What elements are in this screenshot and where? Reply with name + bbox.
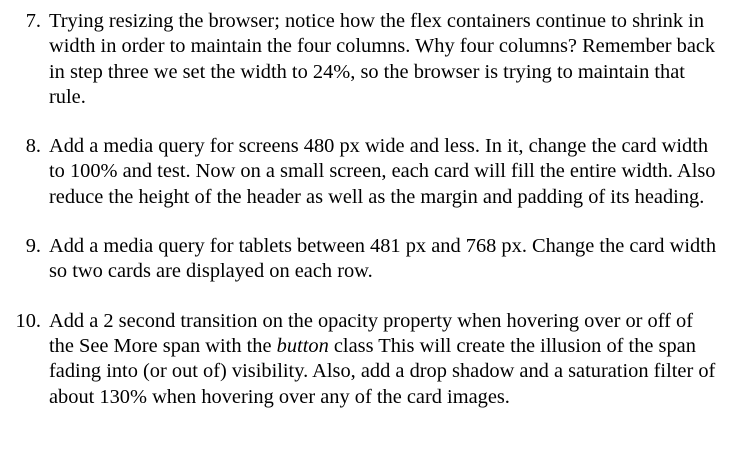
step-number: 9.: [25, 235, 41, 258]
step-number: 10.: [15, 309, 41, 332]
step-text: [49, 310, 715, 408]
step-text: Add a media query for screens 480 px wide and less. In it, change the card width to 100% and test. Now on a small screen, each card will fill the entire width. Also reduce the height of the header as well as the margin and padding of its heading.: [49, 135, 716, 208]
step-number: 8.: [25, 135, 41, 158]
list-item-step-7: [0, 9, 732, 110]
step-number: 7.: [25, 10, 41, 32]
list-item-step-9: [0, 234, 732, 285]
list-item-step-10: [0, 309, 732, 410]
numbered-instructions-list: [0, 9, 732, 410]
list-item-step-8: [0, 134, 732, 210]
step-text-before: Add a 2 second transition on the opacity property when hovering over or off of the See More span with the: [49, 309, 694, 357]
step-text: Trying resizing the browser; notice how the flex containers continue to shrink in width in order to maintain the four columns. Why four columns? Remember back in step three we set the width to 24%, so the browser is trying to maintain that rule.: [49, 10, 716, 108]
step-text-after: class This will create the illusion of the span fading into (or out of) visibility. Also, add a drop shadow and a saturation filter of about 130% when hovering over any of the card images.: [49, 334, 716, 408]
button-class-emphasis: button: [276, 334, 329, 357]
step-text: Add a media query for tablets between 481 px and 768 px. Change the card width so two cards are displayed on each row.: [49, 235, 717, 283]
